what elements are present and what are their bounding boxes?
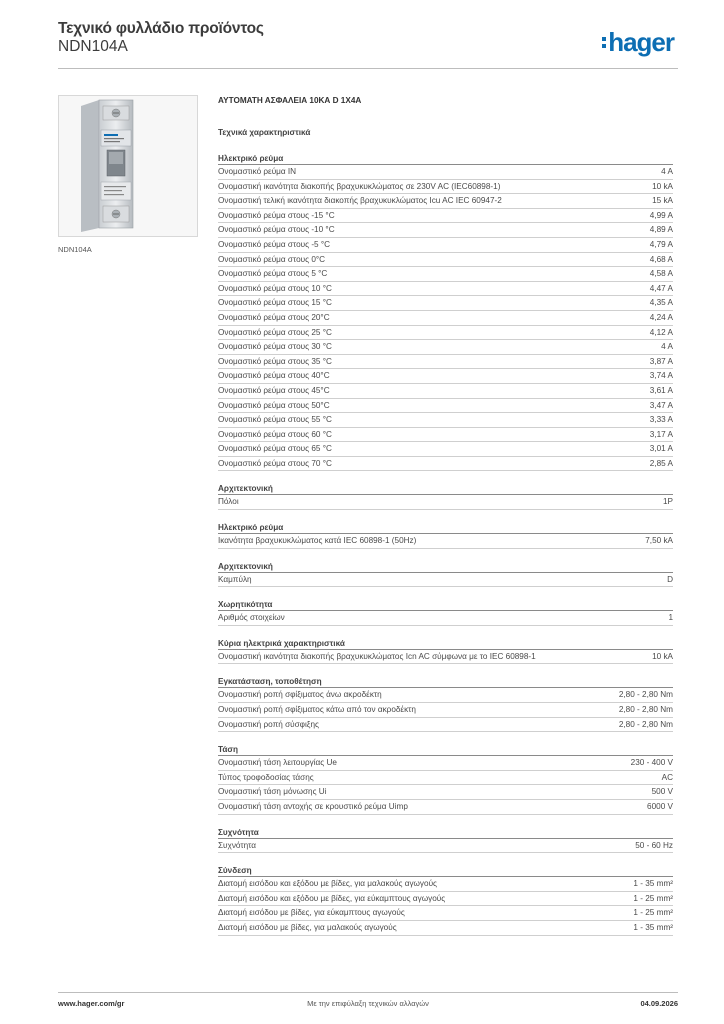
header-divider (58, 68, 678, 69)
spec-value: D (667, 574, 673, 584)
spec-value: 1 - 35 mm² (633, 879, 673, 889)
spec-value: 3,87 A (649, 356, 673, 366)
spec-row (218, 428, 673, 443)
spec-row (218, 839, 673, 854)
section-heading: Ηλεκτρικό ρεύμα (218, 153, 673, 165)
spec-label: Ονομαστικό ρεύμα στους 40°C (218, 371, 330, 381)
spec-value: 7,50 kA (645, 536, 673, 546)
spec-row (218, 296, 673, 311)
product-code: NDN104A (58, 38, 128, 55)
spec-label: Ονομαστικό ρεύμα στους -5 °C (218, 239, 331, 249)
spec-row (218, 921, 673, 936)
spec-sections (218, 153, 673, 936)
spec-section (218, 676, 673, 732)
spec-row (218, 209, 673, 224)
spec-value: 1 (668, 613, 673, 623)
spec-row (218, 355, 673, 370)
footer-website[interactable]: www.hager.com/gr (58, 999, 125, 1008)
spec-row (218, 703, 673, 718)
spec-label: Ονομαστικό ρεύμα στους 5 °C (218, 269, 328, 279)
spec-label: Ονομαστική ικανότητα διακοπής βραχυκυκλώματος σε 230V AC (IEC60898-1) (218, 181, 501, 191)
spec-section (218, 483, 673, 510)
spec-label: Ονομαστική ροπή σφίξιματος άνω ακροδέκτη (218, 690, 382, 700)
spec-section (218, 638, 673, 665)
section-heading: Ηλεκτρικό ρεύμα (218, 522, 673, 534)
spec-row (218, 650, 673, 665)
spec-label: Ονομαστικό ρεύμα στους 70 °C (218, 458, 332, 468)
spec-section (218, 522, 673, 549)
spec-value: 4,58 A (649, 269, 673, 279)
spec-value: 3,17 A (649, 429, 673, 439)
footer-date: 04.09.2026 (640, 999, 678, 1008)
spec-value: 15 kA (652, 196, 673, 206)
spec-value: 4 A (661, 167, 673, 176)
spec-label: Ονομαστικό ρεύμα στους 0°C (218, 254, 326, 264)
spec-label: Ονομαστικό ρεύμα στους 60 °C (218, 429, 332, 439)
spec-label: Ονομαστικό ρεύμα στους 25 °C (218, 327, 332, 337)
spec-row (218, 165, 673, 180)
spec-label: Ικανότητα βραχυκυκλώματος κατά IEC 60898-1 (50Hz) (218, 536, 417, 546)
spec-label: Ονομαστική ικανότητα διακοπής βραχυκυκλώματος Icn AC σύμφωνα με το IEC 60898-1 (218, 651, 536, 661)
spec-label: Διατομή εισόδου με βίδες, για μαλακούς αγωγούς (218, 922, 397, 932)
spec-row (218, 413, 673, 428)
page-header (58, 20, 678, 70)
spec-label: Ονομαστικό ρεύμα IN (218, 167, 297, 176)
spec-value: 3,74 A (649, 371, 673, 381)
spec-value: 3,47 A (649, 400, 673, 410)
spec-row (218, 877, 673, 892)
tech-title: Τεχνικά χαρακτηριστικά (218, 128, 311, 137)
spec-row (218, 253, 673, 268)
spec-row (218, 906, 673, 921)
spec-value: 230 - 400 V (630, 758, 673, 768)
spec-value: 4,24 A (649, 312, 673, 322)
spec-label: Ονομαστικό ρεύμα στους 45°C (218, 385, 330, 395)
spec-row (218, 688, 673, 703)
spec-value: 3,33 A (649, 415, 673, 425)
spec-value: 4,79 A (649, 239, 673, 249)
spec-row (218, 800, 673, 815)
spec-value: 2,80 - 2,80 Nm (618, 690, 673, 700)
spec-section (218, 744, 673, 814)
spec-value: 4,12 A (649, 327, 673, 337)
section-heading: Αρχιτεκτονική (218, 483, 673, 495)
spec-value: 1 - 25 mm² (633, 893, 673, 903)
spec-value: 4,35 A (649, 298, 673, 308)
spec-label: Διατομή εισόδου με βίδες, για εύκαμπτους αγωγούς (218, 908, 405, 918)
spec-row (218, 892, 673, 907)
section-heading: Κύρια ηλεκτρικά χαρακτηριστικά (218, 638, 673, 650)
spec-row (218, 369, 673, 384)
spec-value: AC (661, 772, 673, 782)
spec-value: 4,99 A (649, 210, 673, 220)
spec-row (218, 534, 673, 549)
spec-label: Ονομαστικό ρεύμα στους -15 °C (218, 210, 335, 220)
hager-logo (602, 28, 674, 56)
spec-label: Ονομαστικό ρεύμα στους 15 °C (218, 298, 332, 308)
spec-row (218, 384, 673, 399)
logo-text: hager (608, 27, 674, 57)
spec-value: 6000 V (647, 802, 673, 811)
spec-label: Ονομαστικό ρεύμα στους 30 °C (218, 342, 332, 352)
spec-value: 3,01 A (649, 444, 673, 454)
product-name: ΑΥΤΟΜΑΤΗ ΑΣΦΑΛΕΙΑ 10ΚΑ D 1Χ4Α (218, 96, 362, 105)
spec-value: 4,68 A (649, 254, 673, 264)
spec-value: 4,89 A (649, 225, 673, 235)
spec-value: 4 A (661, 342, 673, 352)
spec-row (218, 771, 673, 786)
spec-value: 50 - 60 Hz (635, 840, 673, 850)
spec-label: Ονομαστικό ρεύμα στους 65 °C (218, 444, 332, 454)
section-heading: Σύνδεση (218, 865, 673, 877)
spec-value: 2,85 A (649, 458, 673, 468)
spec-section (218, 827, 673, 854)
spec-label: Αριθμός στοιχείων (218, 613, 285, 623)
spec-label: Ονομαστική τάση μόνωσης Ui (218, 787, 327, 797)
spec-section (218, 599, 673, 626)
spec-label: Ονομαστικό ρεύμα στους 10 °C (218, 283, 332, 293)
spec-row (218, 785, 673, 800)
spec-value: 1 - 25 mm² (633, 908, 673, 918)
spec-row (218, 573, 673, 588)
section-heading: Χωρητικότητα (218, 599, 673, 611)
spec-row (218, 756, 673, 771)
spec-section (218, 153, 673, 471)
footer-note: Με την επιφύλαξη τεχνικών αλλαγών (307, 999, 429, 1008)
spec-row (218, 457, 673, 472)
spec-row (218, 326, 673, 341)
spec-label: Πόλοι (218, 497, 239, 507)
spec-label: Διατομή εισόδου και εξόδου με βίδες, για εύκαμπτους αγωγούς (218, 893, 446, 903)
image-caption: NDN104A (58, 245, 92, 254)
section-heading: Τάση (218, 744, 673, 756)
spec-content (218, 96, 673, 936)
product-image (58, 95, 198, 237)
spec-value: 500 V (651, 787, 673, 797)
spec-label: Ονομαστικό ρεύμα στους 35 °C (218, 356, 332, 366)
spec-row (218, 718, 673, 733)
spec-label: Ονομαστική τάση λειτουργίας Ue (218, 758, 337, 768)
logo-dots-icon (602, 37, 606, 48)
spec-label: Ονομαστική τελική ικανότητα διακοπής βραχυκυκλώματος Icu AC IEC 60947-2 (218, 196, 502, 206)
spec-row (218, 238, 673, 253)
section-heading: Αρχιτεκτονική (218, 561, 673, 573)
spec-label: Ονομαστική ροπή σύσφιξης (218, 719, 319, 729)
spec-label: Ονομαστικό ρεύμα στους 20°C (218, 312, 330, 322)
spec-label: Ονομαστικό ρεύμα στους 55 °C (218, 415, 332, 425)
spec-value: 10 kA (652, 181, 673, 191)
spec-row (218, 180, 673, 195)
spec-row (218, 442, 673, 457)
spec-section (218, 865, 673, 935)
document-title: Τεχνικό φυλλάδιο προϊόντος (58, 20, 264, 37)
circuit-breaker-icon (59, 96, 197, 236)
spec-value: 3,61 A (649, 385, 673, 395)
footer-divider (58, 992, 678, 993)
spec-label: Καμπύλη (218, 574, 252, 584)
spec-value: 10 kA (652, 651, 673, 661)
section-heading: Εγκατάσταση, τοποθέτηση (218, 676, 673, 688)
spec-value: 4,47 A (649, 283, 673, 293)
spec-value: 1P (662, 497, 673, 507)
spec-row (218, 495, 673, 510)
spec-row (218, 267, 673, 282)
spec-label: Ονομαστικό ρεύμα στους 50°C (218, 400, 330, 410)
spec-label: Συχνότητα (218, 840, 257, 850)
spec-row (218, 282, 673, 297)
spec-value: 2,80 - 2,80 Nm (618, 719, 673, 729)
spec-label: Ονομαστική ροπή σφίξιματος κάτω από τον ακροδέκτη (218, 705, 416, 715)
spec-row (218, 223, 673, 238)
spec-label: Διατομή εισόδου και εξόδου με βίδες, για μαλακούς αγωγούς (218, 879, 437, 889)
spec-row (218, 611, 673, 626)
spec-value: 2,80 - 2,80 Nm (618, 705, 673, 715)
spec-row (218, 340, 673, 355)
spec-label: Ονομαστική τάση αντοχής σε κρουστικό ρεύμα Uimp (218, 802, 408, 811)
spec-row (218, 399, 673, 414)
spec-label: Τύπος τροφοδοσίας τάσης (218, 772, 314, 782)
spec-label: Ονομαστικό ρεύμα στους -10 °C (218, 225, 335, 235)
spec-value: 1 - 35 mm² (633, 922, 673, 932)
spec-section (218, 561, 673, 588)
spec-row (218, 194, 673, 209)
section-heading: Συχνότητα (218, 827, 673, 839)
spec-row (218, 311, 673, 326)
